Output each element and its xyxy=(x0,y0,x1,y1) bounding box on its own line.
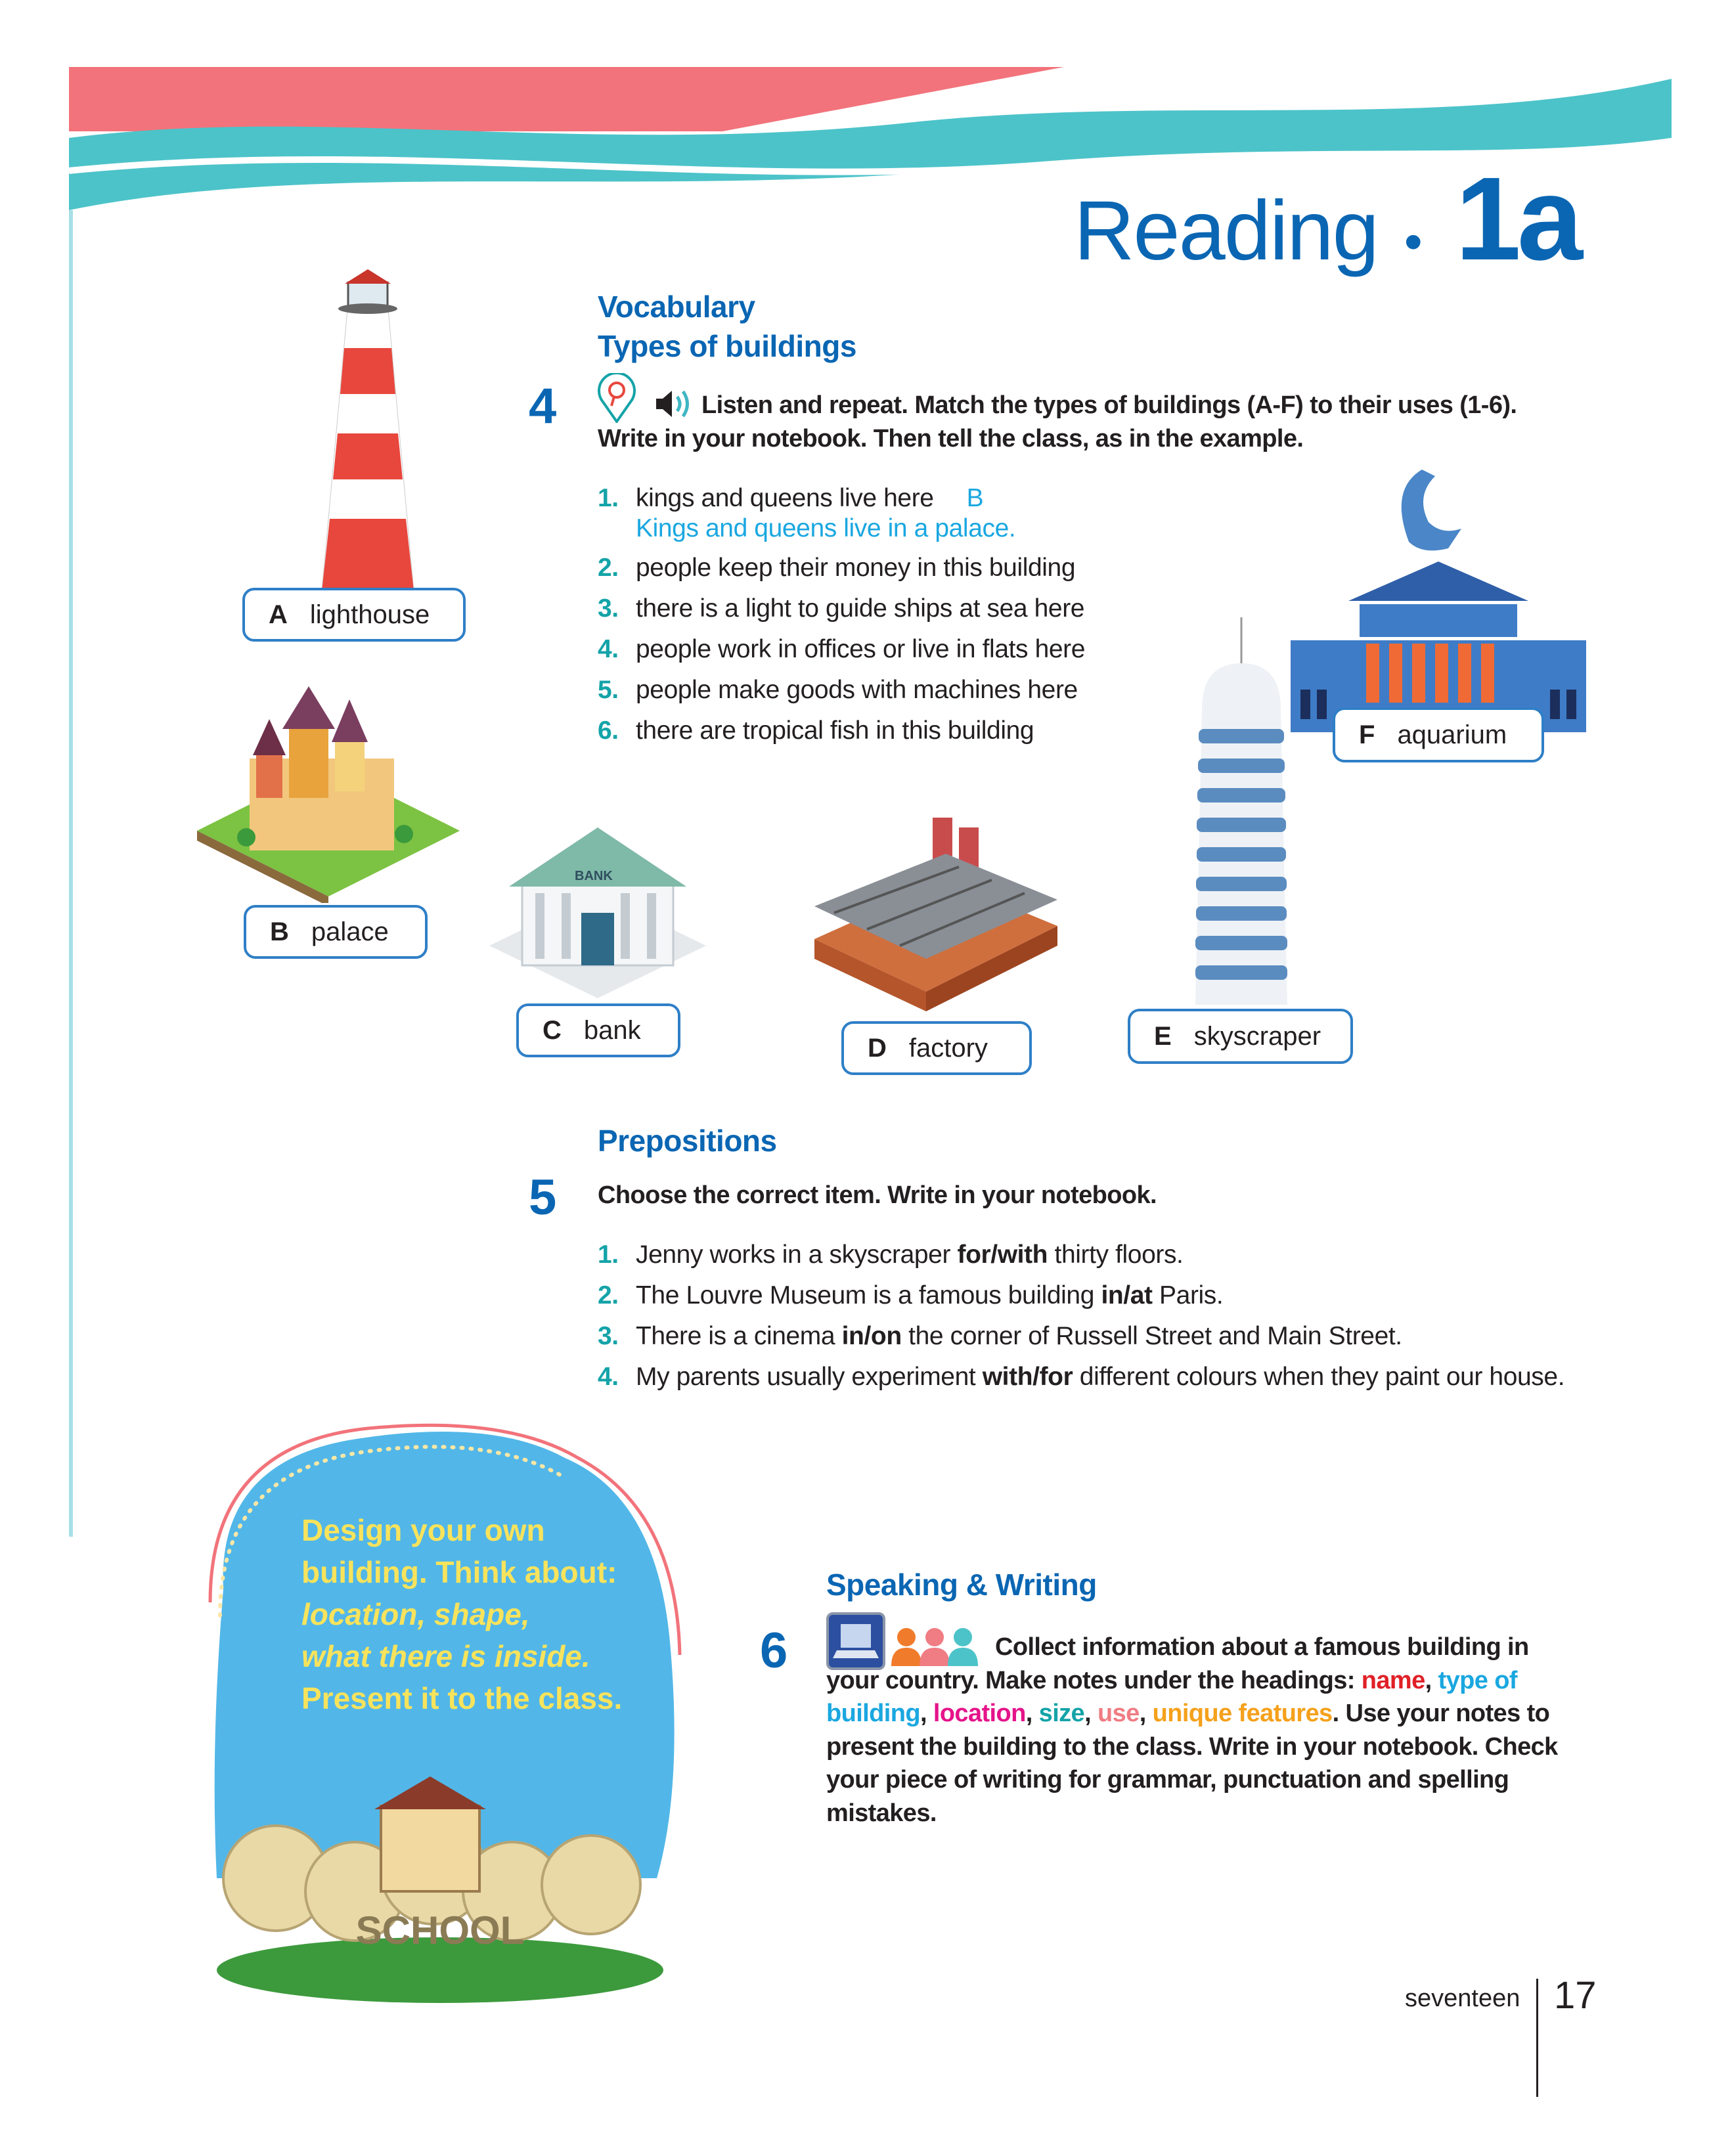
vocabulary-heading: Vocabulary xyxy=(598,290,755,324)
building-label-aquarium xyxy=(1333,707,1544,762)
item-text: there are tropical fish in this building xyxy=(636,716,1034,745)
heading-size: size xyxy=(1038,1700,1085,1727)
page-number-word: seventeen xyxy=(1405,1985,1520,2012)
title-section: Reading xyxy=(1073,184,1378,278)
bank-sign: BANK xyxy=(575,869,613,883)
exercise-4-instruction-line2: Write in your notebook. Then tell the class, as in the example. xyxy=(598,425,1304,452)
item-number: 4. xyxy=(598,635,619,663)
heading-location: location xyxy=(933,1700,1026,1727)
item-number: 2. xyxy=(598,1281,619,1309)
item-text: people keep their money in this building xyxy=(636,554,1076,582)
label-name: palace xyxy=(311,917,389,946)
item-text: different colours when they paint our house. xyxy=(1073,1363,1565,1391)
building-label-lighthouse xyxy=(242,588,466,642)
list-item xyxy=(598,1275,1570,1316)
design-line: Design your own xyxy=(301,1513,545,1547)
exercise-number-5: 5 xyxy=(529,1170,557,1225)
design-line: building. Think about: xyxy=(301,1555,617,1589)
item-text: My parents usually experiment xyxy=(636,1363,983,1391)
label-name: aquarium xyxy=(1397,720,1507,749)
item-text: thirty floors. xyxy=(1048,1241,1184,1269)
item-number: 1. xyxy=(598,484,619,512)
label-name: skyscraper xyxy=(1193,1021,1321,1051)
building-label-skyscraper xyxy=(1128,1009,1353,1064)
item-text-main: kings and queens live here xyxy=(636,484,934,512)
heading-features: unique features xyxy=(1152,1700,1333,1727)
title-unit: 1a xyxy=(1455,153,1579,285)
item-text: Paris. xyxy=(1152,1281,1224,1309)
item-text: there is a light to guide ships at sea here xyxy=(636,594,1085,623)
list-item xyxy=(598,1235,1570,1275)
building-label-factory xyxy=(841,1021,1032,1075)
exercise-number-6: 6 xyxy=(760,1623,788,1679)
label-letter: B xyxy=(270,917,289,946)
item-number: 4. xyxy=(598,1363,619,1391)
heading-use: use xyxy=(1098,1700,1140,1727)
design-prompt xyxy=(301,1509,622,1719)
label-letter: E xyxy=(1154,1021,1172,1051)
instruction-text: . Use your notes to present the building to the class. Write in your notebook. Check your piece of writing for grammar, punctuation and spelling mistakes. xyxy=(826,1700,1558,1827)
heading-name: name xyxy=(1361,1666,1425,1694)
prepositions-heading: Prepositions xyxy=(598,1124,777,1158)
choice-options: in/on xyxy=(841,1322,902,1350)
design-line-italic: what there is inside. xyxy=(301,1639,590,1673)
list-item xyxy=(598,670,1163,711)
item-text: The Louvre Museum is a famous building xyxy=(636,1281,1101,1309)
item-text xyxy=(636,478,1015,548)
item-text: Jenny works in a skyscraper xyxy=(636,1241,958,1269)
factory-illustration xyxy=(795,814,1071,1018)
label-name: lighthouse xyxy=(309,600,430,629)
item-text: the corner of Russell Street and Main Street. xyxy=(901,1322,1402,1350)
exercise-number-4: 4 xyxy=(529,378,557,434)
choice-options: for/with xyxy=(957,1241,1048,1269)
label-letter: C xyxy=(543,1015,562,1045)
example-sentence: Kings and queens live in a palace. xyxy=(636,514,1016,542)
title-separator: • xyxy=(1404,212,1423,271)
list-item xyxy=(598,711,1163,751)
label-letter: D xyxy=(868,1033,887,1063)
label-letter: A xyxy=(269,600,288,629)
item-number: 1. xyxy=(598,1241,619,1269)
choice-options: in/at xyxy=(1101,1281,1153,1309)
types-of-buildings-heading: Types of buildings xyxy=(598,329,856,363)
exercise-5-instruction: Choose the correct item. Write in your notebook. xyxy=(598,1181,1157,1209)
page-number: 17 xyxy=(1554,1974,1597,2017)
label-name: factory xyxy=(908,1033,988,1063)
list-item xyxy=(598,588,1163,629)
footer-divider xyxy=(1536,1979,1538,2097)
design-line-italic: location, shape, xyxy=(301,1597,530,1631)
exercise-6-instruction: Collect information about a famous building in your country. Make notes under the headings: name, type of building, location, size, use, unique features. Use your notes to present the building to the class. Write in your notebook. Check your piece of writing for grammar, punctuation and spelling mistakes. xyxy=(826,1633,1558,1827)
label-name: bank xyxy=(583,1015,641,1045)
skyscraper-illustration xyxy=(1176,617,1307,1011)
list-item xyxy=(598,548,1163,588)
item-number: 3. xyxy=(598,1322,619,1350)
bank-illustration xyxy=(483,814,713,1005)
building-label-palace xyxy=(244,905,428,959)
list-item xyxy=(598,478,1163,548)
left-margin-line xyxy=(69,210,73,1537)
exercise-4-instruction-line1: Listen and repeat. Match the types of buildings (A-F) to their uses (1-6). xyxy=(701,391,1517,419)
item-number: 6. xyxy=(598,716,619,745)
example-answer: B xyxy=(966,484,984,512)
list-item xyxy=(598,1357,1570,1394)
audio-speaker-icon[interactable] xyxy=(654,387,694,420)
label-letter: F xyxy=(1359,720,1375,749)
building-label-bank xyxy=(516,1003,680,1057)
choice-options: with/for xyxy=(982,1363,1073,1391)
item-text: There is a cinema xyxy=(636,1322,842,1350)
list-item xyxy=(598,1316,1570,1357)
school-sign: SCHOOL xyxy=(355,1908,525,1952)
item-number: 2. xyxy=(598,554,619,582)
prepositions-list xyxy=(598,1235,1570,1394)
item-number: 5. xyxy=(598,676,619,704)
lighthouse-illustration xyxy=(276,269,460,598)
search-pin-icon[interactable] xyxy=(598,373,636,423)
design-line: Present it to the class. xyxy=(301,1681,623,1715)
palace-illustration xyxy=(190,680,466,903)
list-item xyxy=(598,629,1163,670)
heading-type: type of building xyxy=(826,1666,1517,1727)
page-title xyxy=(1074,151,1579,287)
item-number: 3. xyxy=(598,594,619,623)
speaking-writing-heading: Speaking & Writing xyxy=(826,1568,1097,1602)
item-text: people work in offices or live in flats here xyxy=(636,635,1086,663)
aquarium-illustration xyxy=(1291,463,1593,739)
instruction-text: Collect information about a famous building in your country. Make notes under the headings: xyxy=(826,1633,1529,1694)
building-uses-list xyxy=(598,478,1163,751)
item-text: people make goods with machines here xyxy=(636,676,1078,704)
